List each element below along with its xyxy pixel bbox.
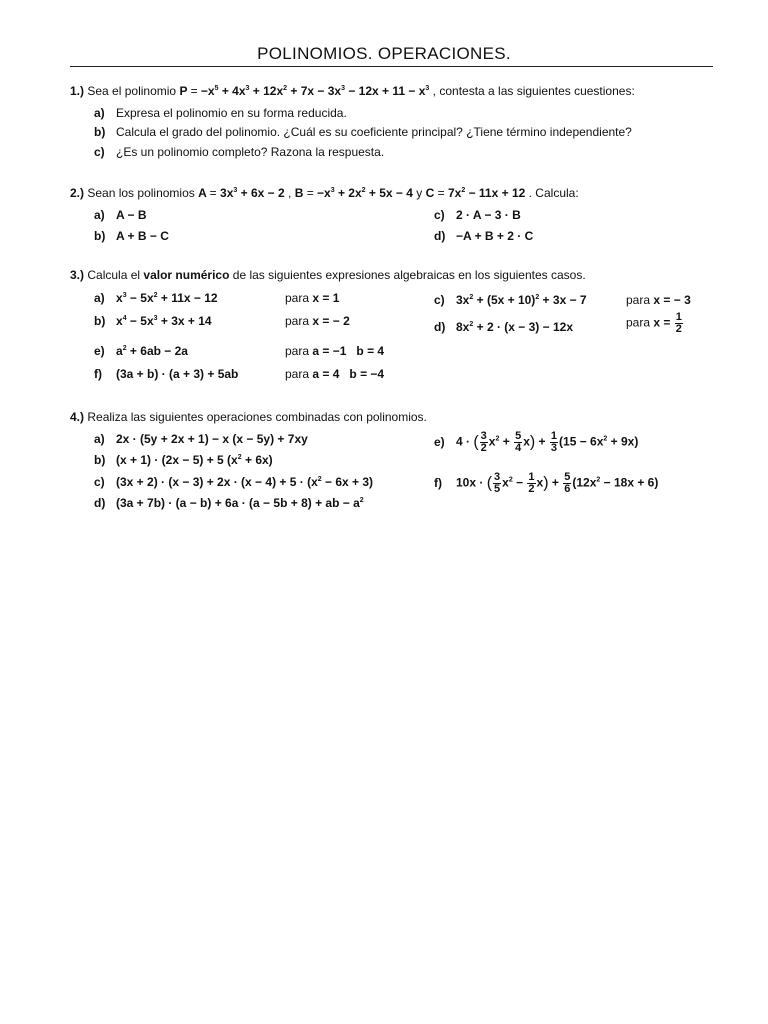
question-2: 2.) Sean los polinomios $A = 3x^3 + 6x - 2$ , $B = -x^3 + 2x^2 + 5x - 4$ y $C = 7x^2 - 11x + 12$ . Calcula: (70, 186, 579, 200)
q2-item-b: b) A + B − C (94, 229, 169, 243)
polynomial-B: $B = -x^3 + 2x^2 + 5x - 4$ (294, 186, 413, 200)
q1-item-a: a) Expresa el polinomio en su forma reducida. (94, 106, 347, 120)
q1-item-c: c) ¿Es un polinomio completo? Razona la respuesta. (94, 145, 385, 159)
question-2-number: 2.) (70, 186, 85, 200)
q2-item-c: c) 2 · A − 3 · B (434, 208, 521, 222)
question-1-polynomial: $P = -x^5 + 4x^3 + 12x^2 + 7x - 3x^3 - 12x + 11 - x^3$ (179, 84, 430, 98)
q3-item-c: c) $3x^2 + (5x + 10)^2 + 3x - 7$ (434, 293, 587, 307)
page-title: POLINOMIOS. OPERACIONES. (257, 44, 511, 63)
q3-b-condition: para x = − 2 (285, 314, 350, 328)
q3-item-a: a) $x^3 - 5x^2 + 11x - 12$ (94, 291, 218, 305)
question-1-pre: Sea el polinomio (87, 84, 177, 98)
q3-item-f: f) (3a + b) · (a + 3) + 5ab (94, 367, 239, 381)
title-rule (70, 66, 713, 67)
q3-d-condition: para x = $\frac{1}{2}$ (626, 311, 682, 335)
polynomial-A: $A = 3x^3 + 6x - 2$ (198, 186, 285, 200)
q2-item-d: d) −A + B + 2 · C (434, 229, 534, 243)
q4-item-a: a) 2x · (5y + 2x + 1) − x (x − 5y) + 7xy (94, 432, 308, 446)
q3-a-condition: para x = 1 (285, 291, 340, 305)
q4-item-d: d) (3a + 7b) · (a − b) + 6a · (a − 5b + 8) + ab − $a^2$ (94, 496, 364, 510)
q4-item-e: e) 4 · ( $\frac{3}{2}$ $x^2$ + $\frac{5}{4}$ x) + $\frac{1}{3}$ $(15 - 6x^2 + 9x)$ (434, 430, 639, 454)
q4-item-b: b) (x + 1) · (2x − 5) + 5 $(x^2 + 6x)$ (94, 453, 273, 467)
q4-item-c: c) $(3x + 2) \cdot (x - 3) + 2x \cdot (x - 4) + 5 \cdot (x^2 - 6x + 3)$ (94, 475, 374, 489)
question-4: 4.) Realiza las siguientes operaciones combinadas con polinomios. (70, 410, 427, 424)
q3-e-condition: para a = −1 b = 4 (285, 344, 385, 358)
q3-f-condition: para a = 4 b = −4 (285, 367, 385, 381)
q3-item-d: d) $8x^2 + 2 \cdot (x - 3) - 12x$ (434, 320, 573, 334)
question-1-number: 1.) (70, 84, 85, 98)
question-1-post: , contesta a las siguientes cuestiones: (432, 84, 635, 98)
q3-item-e: e) $a^2 + 6ab - 2a$ (94, 344, 188, 358)
question-3: 3.) Calcula el valor numérico de las siguientes expresiones algebraicas en los siguientes casos. (70, 268, 586, 282)
question-1 (70, 84, 635, 98)
q3-item-b: b) $x^4 - 5x^3 + 3x + 14$ (94, 314, 212, 328)
q4-item-f: f) 10x · ( $\frac{3}{5}$ $x^2$ − $\frac{1}{2}$ x) + $\frac{5}{6}$ $(12x^2 - 18x + 6)$ (434, 471, 659, 495)
q2-item-a: a) A − B (94, 208, 147, 222)
q1-item-b: b) Calcula el grado del polinomio. ¿Cuál es su coeficiente principal? ¿Tiene término independiente? (94, 125, 632, 139)
q3-c-condition: para x = − 3 (626, 293, 691, 307)
polynomial-C: $C = 7x^2 - 11x + 12$ (425, 186, 526, 200)
